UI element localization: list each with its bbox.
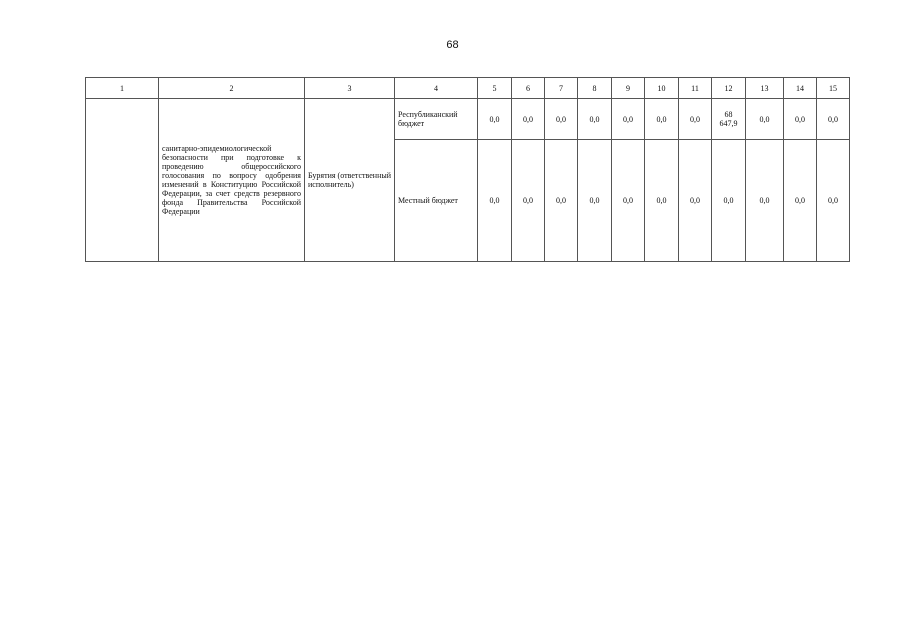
budget-name-cell: Республиканский бюджет <box>395 99 478 140</box>
col-header: 12 <box>712 78 746 99</box>
value-cell: 0,0 <box>612 140 645 262</box>
col-header: 10 <box>645 78 679 99</box>
value-cell: 0,0 <box>817 99 850 140</box>
measure-description-cell: санитарно-эпидемиологической безопасности при подготовке к проведению общероссийского голосования по вопросу одобрения изменений в Конституцию Российской Федерации, за счет средств резервного фонда Правительства Российской Федерации <box>159 99 305 262</box>
col-header: 8 <box>578 78 612 99</box>
col-header: 4 <box>395 78 478 99</box>
col-header: 9 <box>612 78 645 99</box>
col-header: 15 <box>817 78 850 99</box>
col-header: 6 <box>512 78 545 99</box>
value-cell: 0,0 <box>612 99 645 140</box>
col-header: 11 <box>679 78 712 99</box>
value-cell: 0,0 <box>784 140 817 262</box>
value-cell: 0,0 <box>478 99 512 140</box>
value-cell: 0,0 <box>578 99 612 140</box>
col-header: 5 <box>478 78 512 99</box>
executor-cell: Бурятия (ответственный исполнитель) <box>305 99 395 262</box>
budget-table <box>85 77 850 262</box>
value-cell: 0,0 <box>478 140 512 262</box>
value-cell: 0,0 <box>645 99 679 140</box>
value-cell: 0,0 <box>512 99 545 140</box>
value-cell: 0,0 <box>545 140 578 262</box>
value-cell: 0,0 <box>512 140 545 262</box>
value-cell: 0,0 <box>817 140 850 262</box>
col-header: 2 <box>159 78 305 99</box>
value-cell: 0,0 <box>679 99 712 140</box>
value-cell: 68 647,9 <box>712 99 746 140</box>
value-cell: 0,0 <box>578 140 612 262</box>
col-header: 3 <box>305 78 395 99</box>
table-row <box>86 99 850 140</box>
value-cell: 0,0 <box>784 99 817 140</box>
budget-name-cell: Местный бюджет <box>395 140 478 262</box>
col-header: 1 <box>86 78 159 99</box>
header-row <box>86 78 850 99</box>
value-cell: 0,0 <box>712 140 746 262</box>
row-index-cell <box>86 99 159 262</box>
value-cell: 0,0 <box>679 140 712 262</box>
col-header: 14 <box>784 78 817 99</box>
page-number: 68 <box>446 39 459 51</box>
value-cell: 0,0 <box>746 99 784 140</box>
col-header: 7 <box>545 78 578 99</box>
value-cell: 0,0 <box>746 140 784 262</box>
value-cell: 0,0 <box>645 140 679 262</box>
col-header: 13 <box>746 78 784 99</box>
value-cell: 0,0 <box>545 99 578 140</box>
